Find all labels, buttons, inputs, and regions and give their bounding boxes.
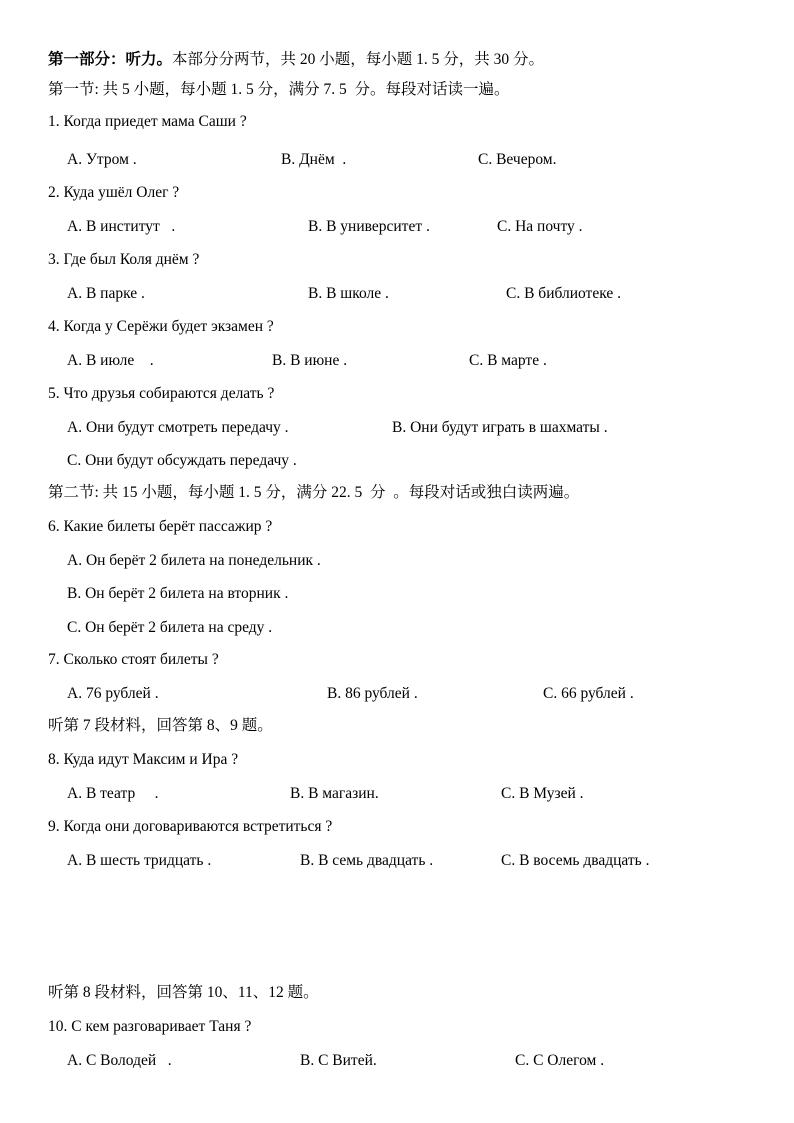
question-5: 5. Что друзья собираются делать ? <box>48 385 275 402</box>
q2-option-c: C. На почту . <box>497 218 583 235</box>
q5-option-b: B. Они будут играть в шахматы . <box>392 419 608 436</box>
question-10: 10. С кем разговаривает Таня ? <box>48 1018 252 1035</box>
q3-option-b: B. В школе . <box>308 285 389 302</box>
q6-option-b: B. Он берёт 2 билета на вторник . <box>67 585 289 602</box>
question-8: 8. Куда идут Максим и Ира ? <box>48 751 239 768</box>
q8-option-b: B. В магазин. <box>290 785 379 802</box>
q1-option-a: A. Утром . <box>67 151 137 168</box>
q5-option-c: C. Они будут обсуждать передачу . <box>67 452 297 469</box>
q4-option-a: A. В июле . <box>67 352 154 369</box>
q5-option-a: A. Они будут смотреть передачу . <box>67 419 289 436</box>
section2-header: 第二节: 共 15 小题，每小题 1. 5 分，满分 22. 5 分 。每段对话或独白读两遍。 <box>48 484 580 501</box>
part1-heading-rest: 本部分分两节，共 20 小题，每小题 1. 5 分，共 30 分。 <box>172 51 545 68</box>
q9-option-c: C. В восемь двадцать . <box>501 852 650 869</box>
q6-option-c: C. Он берёт 2 билета на среду . <box>67 619 273 636</box>
question-1: 1. Когда приедет мама Саши ? <box>48 113 247 130</box>
question-9: 9. Когда они договариваются встретиться ? <box>48 818 333 835</box>
q4-option-c: C. В марте . <box>469 352 547 369</box>
q7-option-b: B. 86 рублей . <box>327 685 418 702</box>
q8-option-a: A. В театр . <box>67 785 159 802</box>
part1-heading-bold: 第一部分：听力。 <box>48 51 173 68</box>
q9-option-a: A. В шесть тридцать . <box>67 852 212 869</box>
section1-header: 第一节: 共 5 小题，每小题 1. 5 分，满分 7. 5 分。每段对话读一遍。 <box>48 81 510 98</box>
instruction-section-8: 听第 8 段材料，回答第 10、11、12 题。 <box>48 984 319 1001</box>
question-7: 7. Сколько стоят билеты ? <box>48 651 219 668</box>
q2-option-b: B. В университет . <box>308 218 430 235</box>
part1-heading <box>48 50 544 70</box>
q10-option-a: A. С Володей . <box>67 1052 172 1069</box>
instruction-section-7: 听第 7 段材料，回答第 8、9 题。 <box>48 717 273 734</box>
q7-option-a: A. 76 рублей . <box>67 685 159 702</box>
question-4: 4. Когда у Серёжи будет экзамен ? <box>48 318 274 335</box>
q3-option-a: A. В парке . <box>67 285 145 302</box>
q4-option-b: B. В июне . <box>272 352 348 369</box>
question-6: 6. Какие билеты берёт пассажир ? <box>48 518 273 535</box>
question-3: 3. Где был Коля днём ? <box>48 251 200 268</box>
q6-option-a: A. Он берёт 2 билета на понедельник . <box>67 552 321 569</box>
q10-option-b: B. С Витей. <box>300 1052 377 1069</box>
q8-option-c: C. В Музей . <box>501 785 584 802</box>
q7-option-c: C. 66 рублей . <box>543 685 634 702</box>
q9-option-b: B. В семь двадцать . <box>300 852 434 869</box>
q1-option-b: B. Днём . <box>281 151 347 168</box>
q1-option-c: C. Вечером. <box>478 151 557 168</box>
question-2: 2. Куда ушёл Олег ? <box>48 184 180 201</box>
q3-option-c: C. В библиотеке . <box>506 285 621 302</box>
q2-option-a: A. В институт . <box>67 218 176 235</box>
q10-option-c: C. С Олегом . <box>515 1052 605 1069</box>
